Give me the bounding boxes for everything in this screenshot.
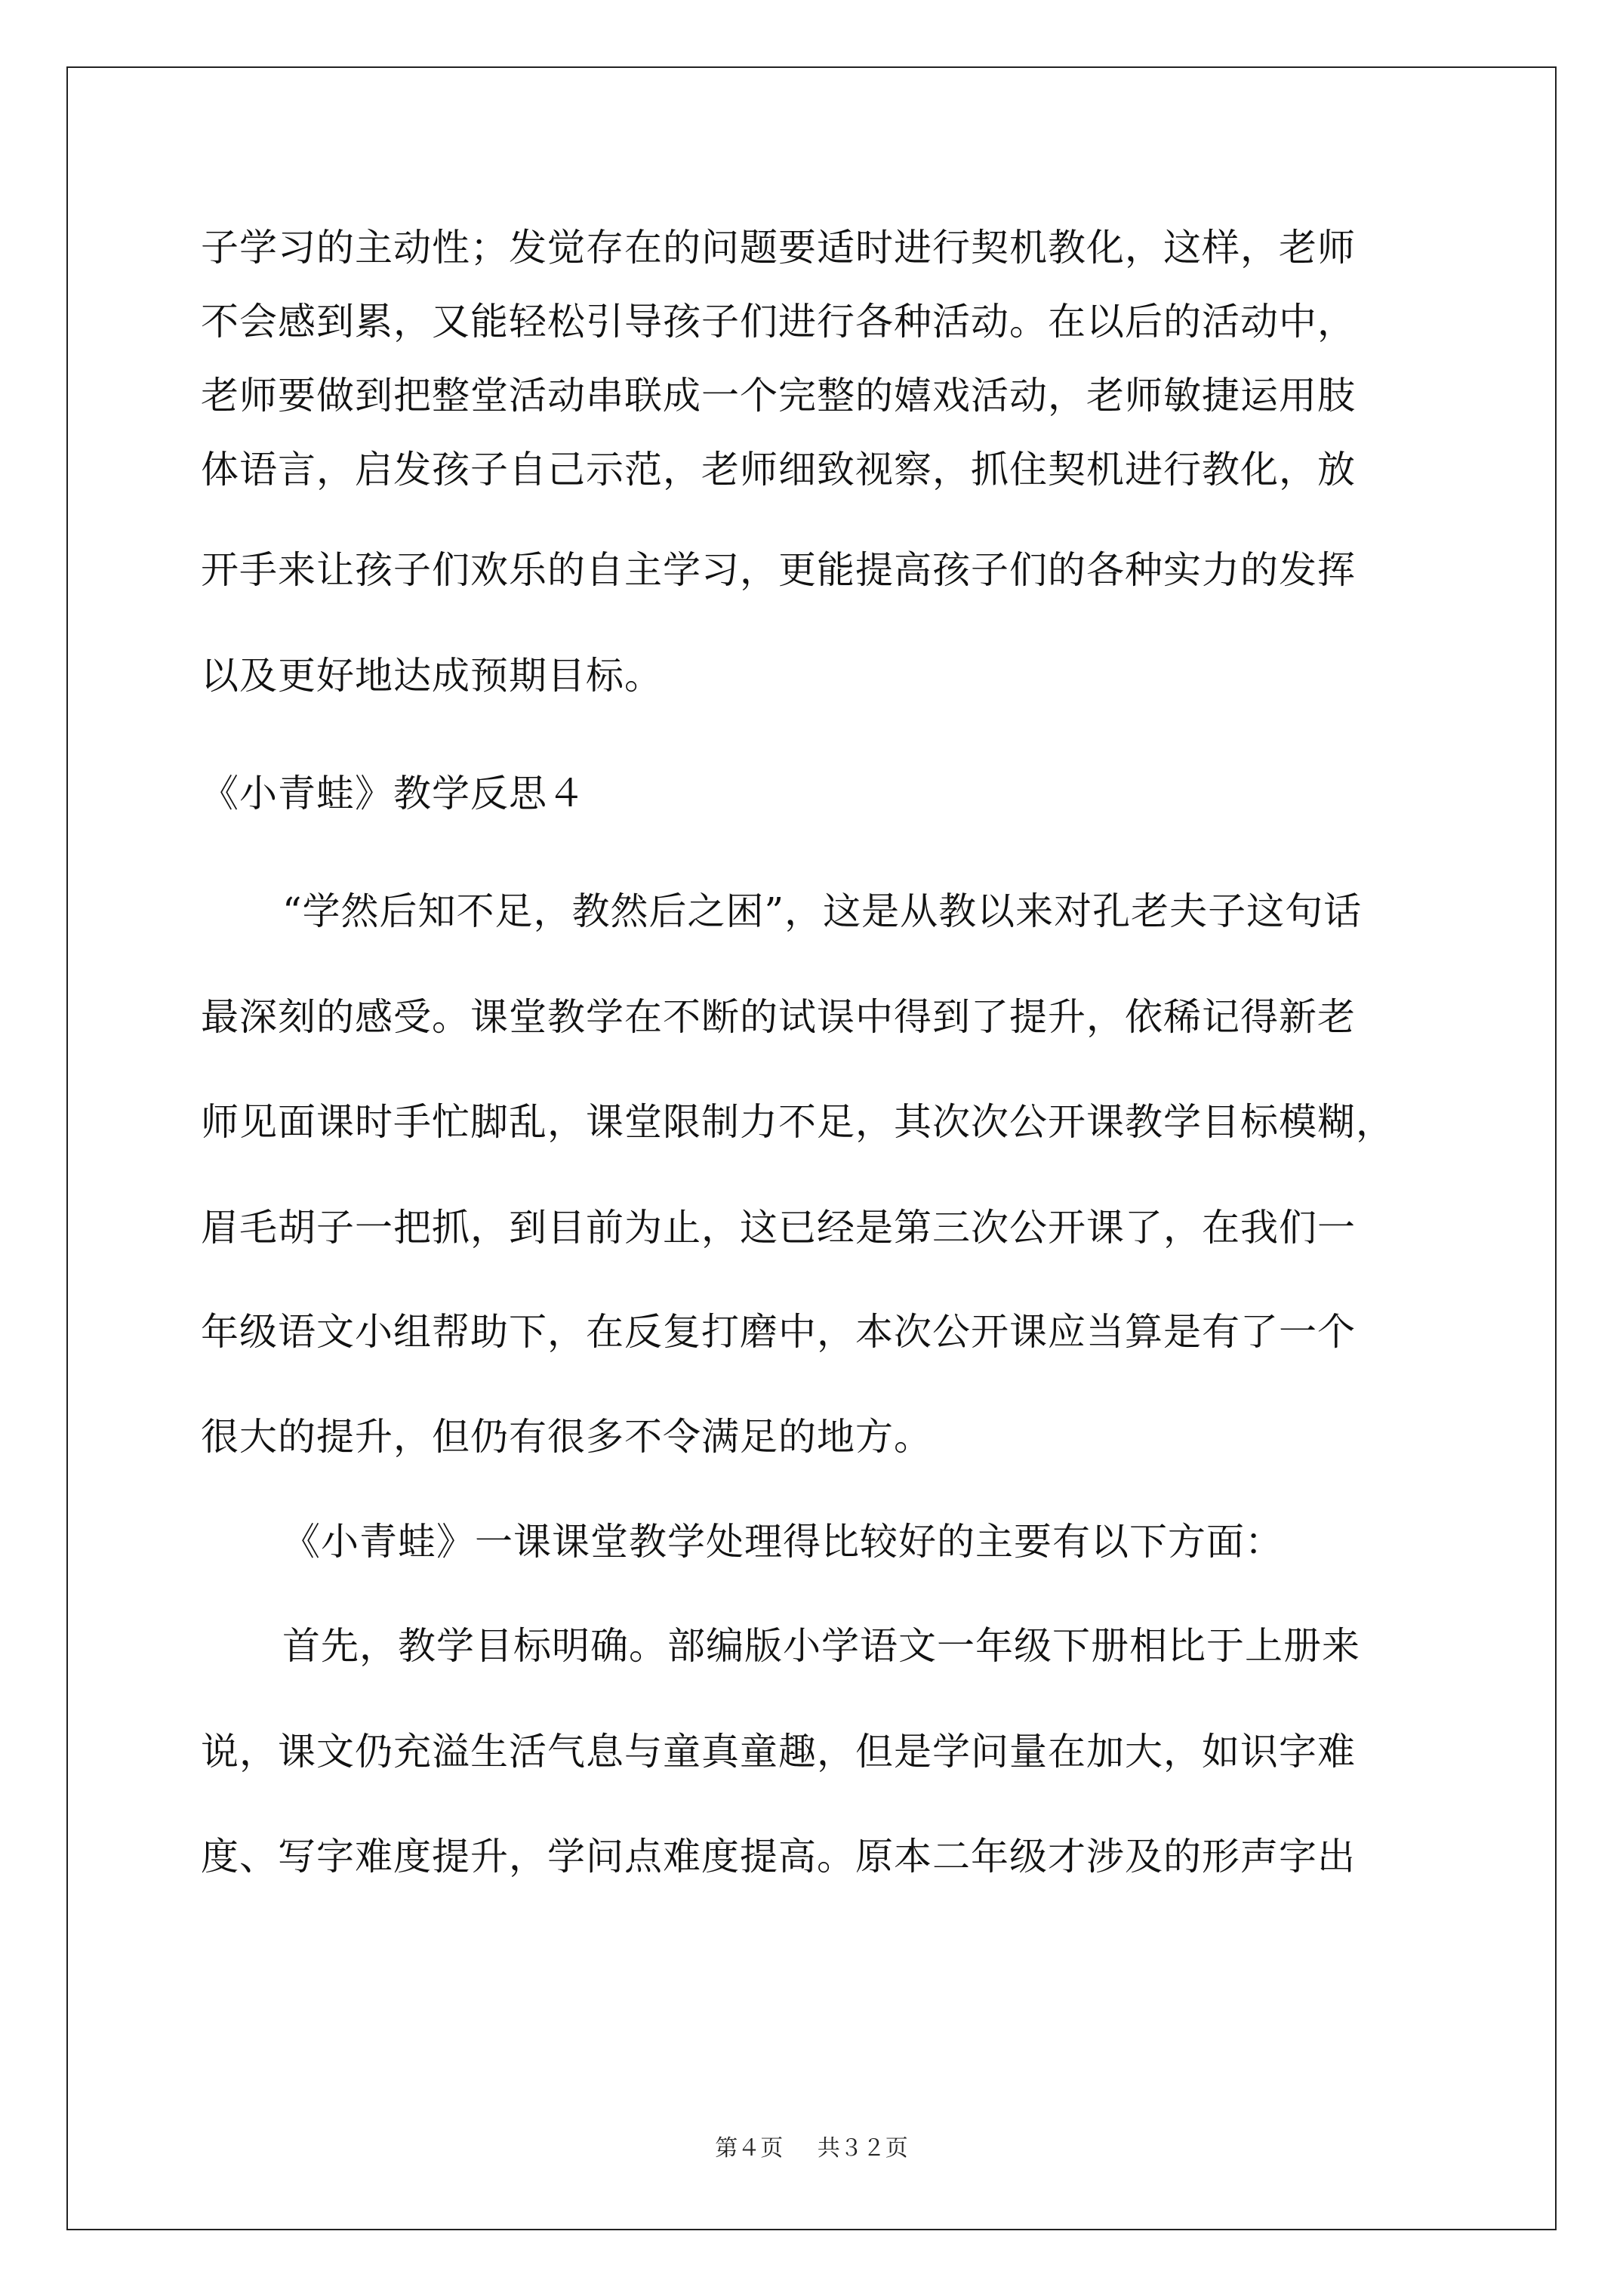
text-line: 度、写字难度提升，学问点难度提高。原本二年级才涉及的形声字出	[201, 1835, 1356, 1878]
text-line: 不会感到累，又能轻松引导孩子们进行各种活动。在以后的活动中，	[201, 300, 1356, 344]
text-line: 子学习的主动性；发觉存在的问题要适时进行契机教化，这样，老师	[201, 226, 1356, 270]
page-number: 第４页	[715, 2135, 784, 2162]
text-line: “学然后知不足，教然后之困”，这是从教以来对孔老夫子这句话	[282, 889, 1363, 933]
text-line: 说，课文仍充溢生活气息与童真童趣，但是学问量在加大，如识字难	[201, 1730, 1356, 1774]
text-line: 首先，教学目标明确。部编版小学语文一年级下册相比于上册来	[282, 1624, 1360, 1668]
text-line: 师见面课时手忙脚乱，课堂限制力不足，其次次公开课教学目标模糊，	[201, 1100, 1394, 1144]
page-footer	[0, 2135, 1623, 2162]
text-line: 《小青蛙》教学反思４	[201, 772, 586, 815]
text-line: 《小青蛙》一课课堂教学处理得比较好的主要有以下方面：	[282, 1520, 1283, 1564]
text-line: 以及更好地达成预期目标。	[201, 654, 663, 698]
text-line: 眉毛胡子一把抓，到目前为止，这已经是第三次公开课了，在我们一	[201, 1206, 1356, 1250]
text-line: 最深刻的感受。课堂教学在不断的试误中得到了提升，依稀记得新老	[201, 995, 1356, 1039]
text-line: 体语言，启发孩子自己示范，老师细致视察，抓住契机进行教化，放	[201, 448, 1356, 492]
text-line: 老师要做到把整堂活动串联成一个完整的嬉戏活动，老师敏捷运用肢	[201, 374, 1356, 418]
page-total: 共３２页	[817, 2135, 908, 2162]
text-line: 很大的提升，但仍有很多不令满足的地方。	[201, 1415, 932, 1459]
text-line: 开手来让孩子们欢乐的自主学习，更能提高孩子们的各种实力的发挥	[201, 548, 1356, 592]
text-line: 年级语文小组帮助下，在反复打磨中，本次公开课应当算是有了一个	[201, 1310, 1356, 1354]
